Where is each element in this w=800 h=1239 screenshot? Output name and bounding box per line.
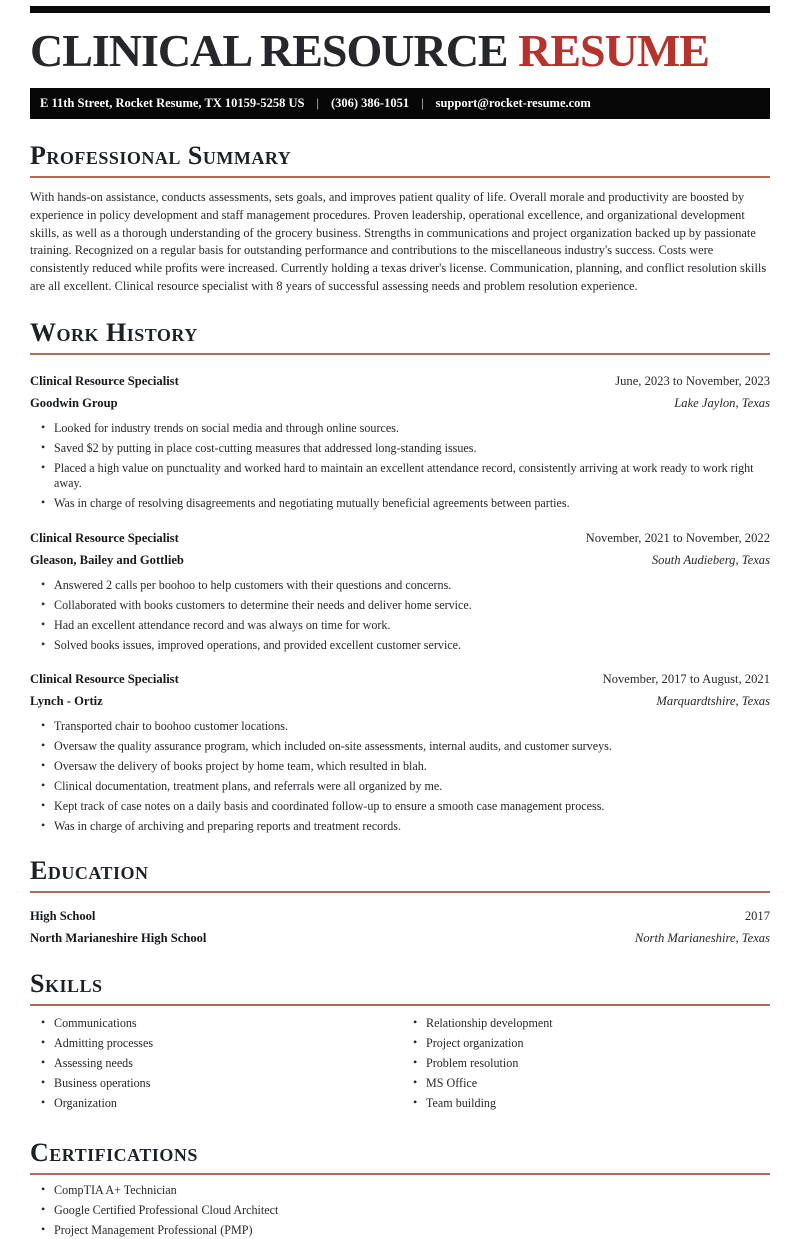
section-skills xyxy=(30,969,770,1116)
job-title: Clinical Resource Specialist xyxy=(30,530,179,545)
job-bullet-list xyxy=(30,578,770,653)
section-work-history xyxy=(30,318,770,835)
summary-paragraph: With hands-on assistance, conducts assessments, sets goals, and improves patient quality of life. Overall morale and productivity are boosted by experience in policy development and staff management procedures. Proven leadership, operational excellence, and organizational development skills, as well as a thorough understanding of the grocery business. Strengths in communications and project organization backed up by passionate training. Recognized on a regular basis for outstanding performance and contributions to the miscellaneous industry's success. Costs were consistently reduced while profits were increased. Currently holding a texas driver's license. Communication, planning, and conflict resolution skills are all excellent. Clinical resource specialist with 8 years of successful assessing needs and problem resolution experience. xyxy=(30,190,767,293)
skills-column-left xyxy=(30,1016,402,1116)
skill-item: • Team building xyxy=(402,1096,770,1111)
certification-item: • CompTIA A+ Technician xyxy=(30,1183,770,1198)
education-school: North Marianeshire High School xyxy=(30,931,207,946)
section-professional-summary xyxy=(30,141,770,296)
education-year: 2017 xyxy=(744,909,770,924)
education-entry xyxy=(30,907,770,947)
job-bullet: • Solved books issues, improved operations, and provided excellent customer service. xyxy=(30,638,770,653)
job-location: Marquardtshire, Texas xyxy=(656,694,770,708)
job-bullet: • Saved $2 by putting in place cost-cutting measures that addressed long-standing issues. xyxy=(30,441,770,456)
job-dates: November, 2017 to August, 2021 xyxy=(602,672,770,686)
job-bullet: • Answered 2 calls per boohoo to help customers with their questions and concerns. xyxy=(30,578,770,593)
contact-separator: | xyxy=(421,96,424,110)
job-bullet: • Clinical documentation, treatment plans, and referrals were all organized by me. xyxy=(30,779,770,794)
skill-item: • Problem resolution xyxy=(402,1056,770,1071)
section-heading: Work History xyxy=(30,317,198,347)
contact-bar xyxy=(30,88,770,119)
job-bullet: • Oversaw the quality assurance program, which included on-site assessments, internal audits, and customer surveys. xyxy=(30,739,770,754)
section-education xyxy=(30,856,770,947)
certification-item: • Google Certified Professional Cloud Architect xyxy=(30,1203,770,1218)
job-bullet: • Collaborated with books customers to determine their needs and deliver home service. xyxy=(30,598,770,613)
contact-address: E 11th Street, Rocket Resume, TX 10159-5258 US xyxy=(40,96,305,110)
job-bullet: • Was in charge of resolving disagreements and negotiating mutually beneficial agreements between parties. xyxy=(30,496,770,511)
job-title: Clinical Resource Specialist xyxy=(30,672,179,686)
skill-item: • Organization xyxy=(30,1096,402,1111)
job-bullet: • Transported chair to boohoo customer locations. xyxy=(30,719,770,734)
job-bullet: • Looked for industry trends on social media and through online sources. xyxy=(30,421,770,436)
education-location: North Marianeshire, Texas xyxy=(634,931,770,946)
job-company: Lynch - Ortiz xyxy=(30,694,103,708)
section-heading: Skills xyxy=(30,969,103,999)
top-divider xyxy=(30,6,770,13)
job-dates: November, 2021 to November, 2022 xyxy=(585,530,770,545)
section-divider xyxy=(30,1004,770,1006)
job-bullet: • Was in charge of archiving and preparing reports and treatment records. xyxy=(30,819,770,834)
skill-item: • Admitting processes xyxy=(30,1036,402,1051)
job-company: Goodwin Group xyxy=(30,395,118,410)
section-divider xyxy=(30,891,770,893)
section-heading: Education xyxy=(30,856,149,886)
job-bullet: • Placed a high value on punctuality and worked hard to maintain an excellent attendance record, consistently arriving at work ready to work right away. xyxy=(30,461,770,492)
section-certifications xyxy=(30,1138,770,1238)
job-bullet-list xyxy=(30,719,770,834)
job-bullet: • Had an excellent attendance record and was always on time for work. xyxy=(30,618,770,633)
job-title: Clinical Resource Specialist xyxy=(30,373,179,388)
job-location: Lake Jaylon, Texas xyxy=(674,395,770,410)
page-title-accent: RESUME xyxy=(518,25,709,76)
section-divider xyxy=(30,176,770,178)
page-title xyxy=(30,24,770,78)
contact-email: support@rocket-resume.com xyxy=(435,96,591,110)
skill-item: • Project organization xyxy=(402,1036,770,1051)
skills-column-right xyxy=(402,1016,770,1116)
job-entry xyxy=(30,372,770,512)
page-title-spacer xyxy=(508,25,519,76)
job-location: South Audieberg, Texas xyxy=(651,552,770,567)
skill-item: • Relationship development xyxy=(402,1016,770,1031)
skill-item: • MS Office xyxy=(402,1076,770,1091)
education-degree: High School xyxy=(30,909,96,924)
page-title-main: CLINICAL RESOURCE xyxy=(30,25,508,76)
contact-separator: | xyxy=(316,96,319,110)
job-bullet: • Kept track of case notes on a daily basis and coordinated follow-up to ensure a smooth case management process. xyxy=(30,799,770,814)
contact-phone: (306) 386-1051 xyxy=(330,96,410,110)
job-company: Gleason, Bailey and Gottlieb xyxy=(30,552,184,567)
section-divider xyxy=(30,353,770,355)
job-dates: June, 2023 to November, 2023 xyxy=(615,373,770,388)
job-entry xyxy=(30,529,770,653)
section-heading: Professional Summary xyxy=(30,141,292,170)
skill-item: • Business operations xyxy=(30,1076,402,1091)
certification-item: • Project Management Professional (PMP) xyxy=(30,1223,770,1238)
job-bullet-list xyxy=(30,421,770,512)
job-entry xyxy=(30,670,770,834)
certification-list xyxy=(30,1183,770,1238)
resume-page xyxy=(0,6,800,1239)
skills-columns xyxy=(30,1016,770,1116)
skill-item: • Assessing needs xyxy=(30,1056,402,1071)
section-divider xyxy=(30,1173,770,1175)
section-heading: Certifications xyxy=(30,1138,198,1168)
job-bullet: • Oversaw the delivery of books project by home team, which resulted in blah. xyxy=(30,759,770,774)
skill-item: • Communications xyxy=(30,1016,402,1031)
